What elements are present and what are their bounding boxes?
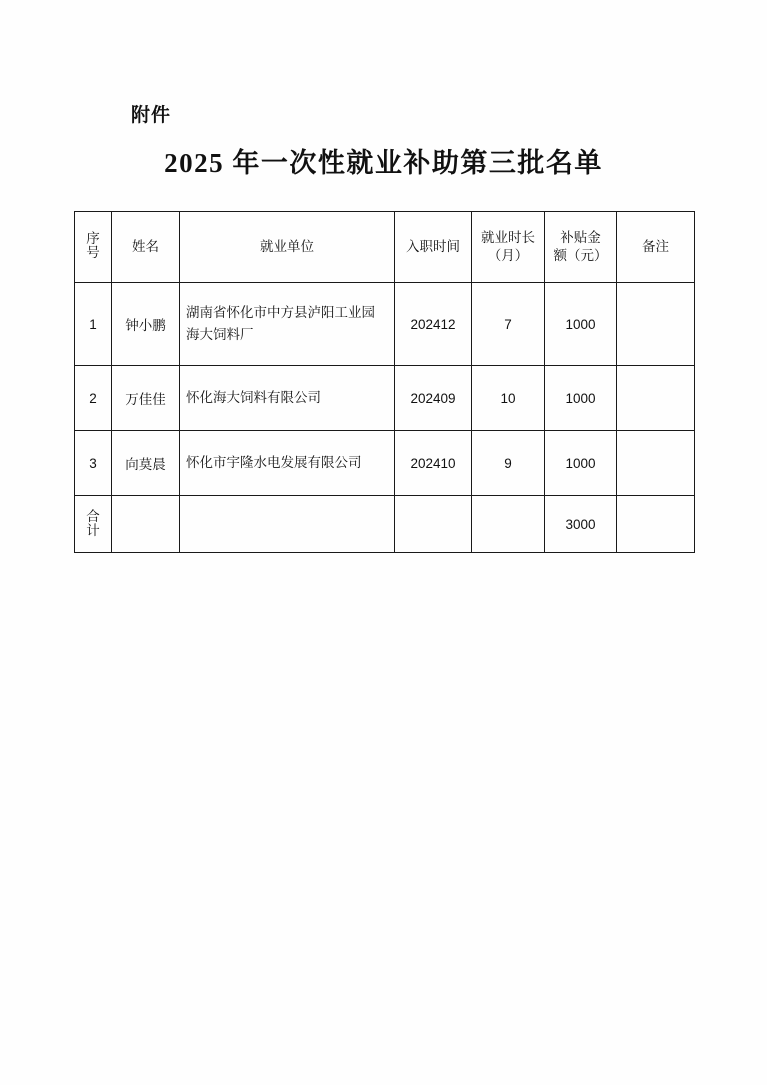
- column-header-amount-line1: 补贴金: [560, 230, 601, 246]
- table-header-row: [75, 212, 695, 283]
- table-row: [75, 366, 695, 431]
- cell-duration: 10: [472, 366, 545, 431]
- column-header-name: 姓名: [112, 212, 180, 283]
- cell-total-amount: 3000: [545, 496, 617, 553]
- subsidy-table: [74, 211, 695, 553]
- column-header-entry-date: 入职时间: [395, 212, 472, 283]
- cell-index: 1: [75, 283, 112, 366]
- cell-note: [617, 283, 695, 366]
- table-total-row: [75, 496, 695, 553]
- column-header-index: [75, 212, 112, 283]
- column-header-amount-line2: 额（元）: [553, 248, 608, 263]
- cell-unit: [180, 283, 395, 366]
- table-row: [75, 283, 695, 366]
- cell-total-entry-date: [395, 496, 472, 553]
- cell-amount: 1000: [545, 283, 617, 366]
- cell-note: [617, 431, 695, 496]
- cell-total-label: [75, 496, 112, 553]
- column-header-duration-line1: 就业时长: [481, 230, 535, 246]
- cell-duration: 9: [472, 431, 545, 496]
- table-row: [75, 431, 695, 496]
- column-header-index-text: 序号: [86, 230, 100, 261]
- cell-index: 3: [75, 431, 112, 496]
- subsidy-table-container: [74, 211, 694, 553]
- column-header-note: 备注: [617, 212, 695, 283]
- cell-name: 向莫晨: [112, 431, 180, 496]
- cell-total-name: [112, 496, 180, 553]
- cell-name: 钟小鹏: [112, 283, 180, 366]
- table-header: [75, 212, 695, 283]
- page-title: 2025 年一次性就业补助第三批名单: [164, 148, 603, 178]
- cell-amount: 1000: [545, 366, 617, 431]
- column-header-duration: [472, 212, 545, 283]
- column-header-amount: [545, 212, 617, 283]
- cell-unit-line1: 湖南省怀化市中方县泸阳工业园: [186, 304, 375, 320]
- cell-entry-date: 202410: [395, 431, 472, 496]
- column-header-duration-line2: （月）: [487, 248, 529, 263]
- cell-total-duration: [472, 496, 545, 553]
- cell-note: [617, 366, 695, 431]
- cell-amount: 1000: [545, 431, 617, 496]
- cell-unit: 怀化市宇隆水电发展有限公司: [180, 431, 395, 496]
- cell-entry-date: 202409: [395, 366, 472, 431]
- cell-entry-date: 202412: [395, 283, 472, 366]
- column-header-unit: 就业单位: [180, 212, 395, 283]
- cell-index: 2: [75, 366, 112, 431]
- table-body: [75, 283, 695, 553]
- cell-unit: 怀化海大饲料有限公司: [180, 366, 395, 431]
- cell-total-note: [617, 496, 695, 553]
- cell-total-unit: [180, 496, 395, 553]
- cell-unit-line2: 海大饲料厂: [186, 327, 254, 342]
- total-label-text: 合计: [86, 508, 100, 538]
- cell-name: 万佳佳: [112, 366, 180, 431]
- attachment-label: 附件: [131, 105, 172, 126]
- cell-duration: 7: [472, 283, 545, 366]
